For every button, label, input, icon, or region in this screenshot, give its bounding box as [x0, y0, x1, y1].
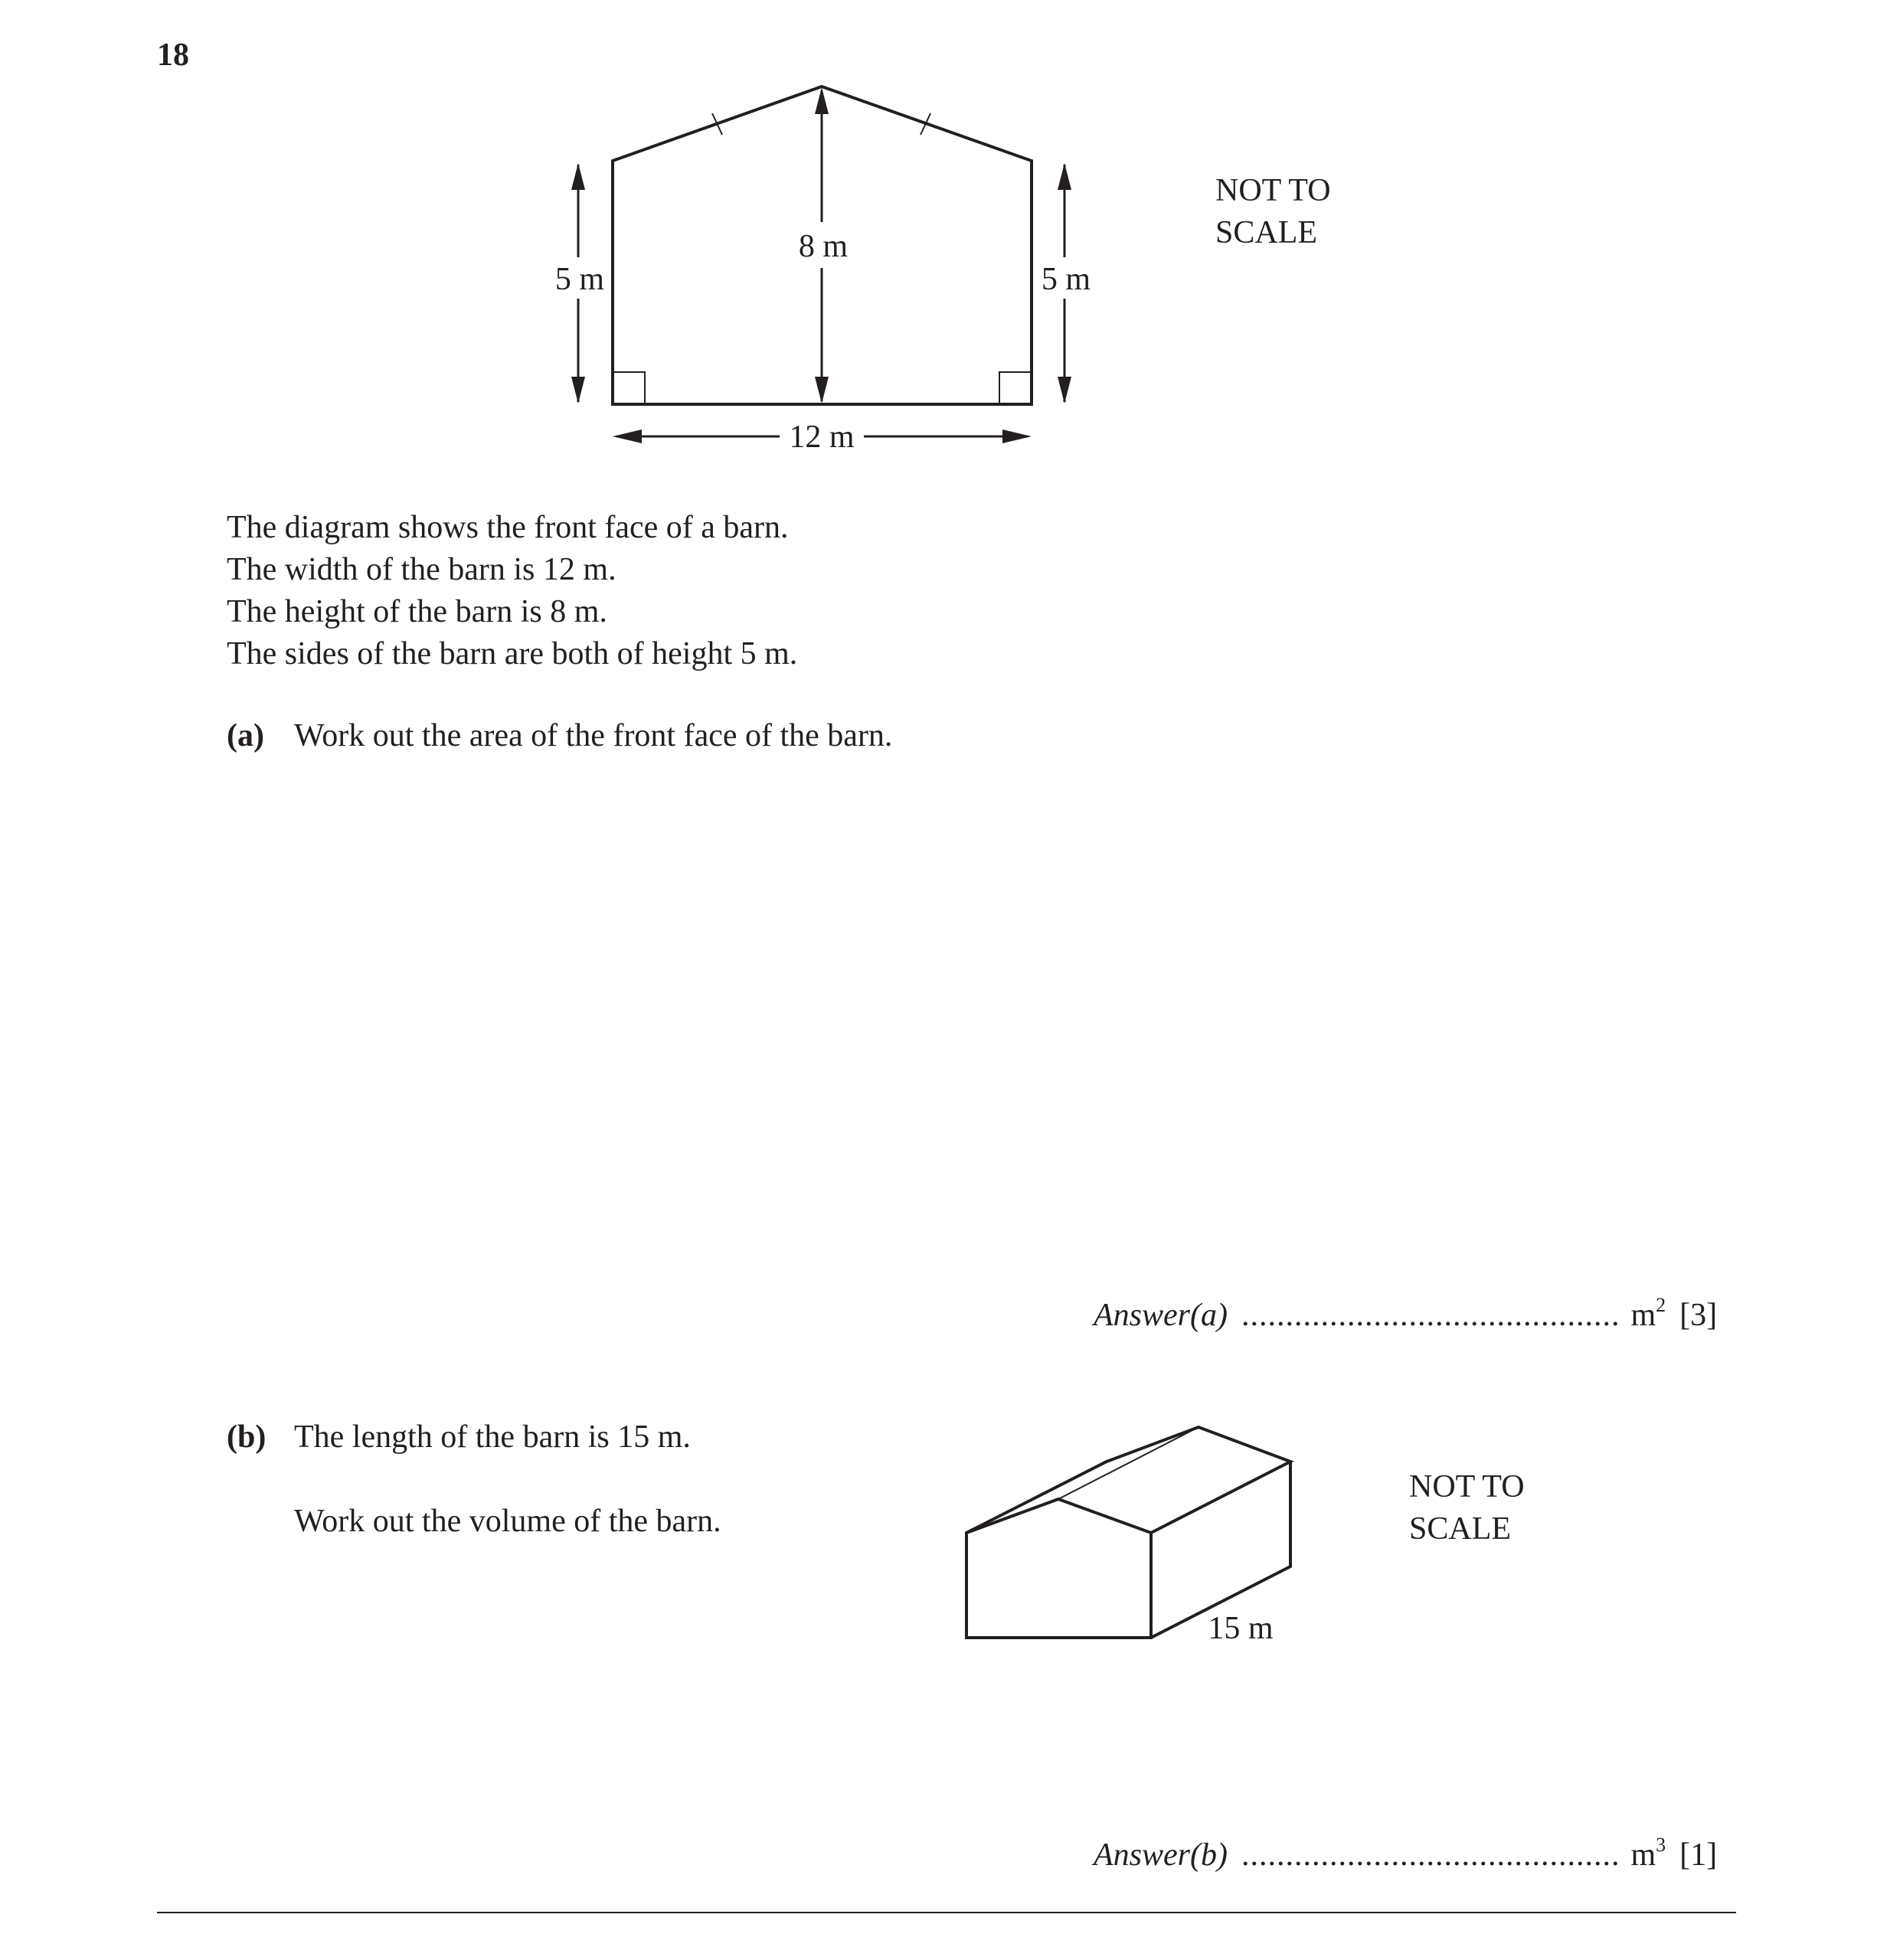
right-angle-left — [613, 372, 645, 404]
width-label: 12 m — [789, 420, 855, 455]
not-to-scale-note-1: NOT TO SCALE — [1215, 173, 1331, 250]
question-number: 18 — [157, 38, 189, 73]
answer-a-unit: $m^2$ — [1630, 1294, 1666, 1333]
answer-b-line — [1094, 1834, 1717, 1873]
part-b-text: The length of the barn is 15 m. — [294, 1419, 691, 1455]
answer-b-marks: [1] — [1679, 1838, 1718, 1873]
right-height-label: 5 m — [1041, 262, 1091, 297]
barn-3d-diagram — [0, 1378, 1900, 1684]
barn-3d-roof-ridge — [966, 1427, 1290, 1533]
answer-a-line — [1094, 1294, 1717, 1334]
part-b-instruction: Work out the volume of the barn. — [294, 1504, 721, 1539]
centre-height-label: 8 m — [798, 229, 849, 264]
part-b-label: (b) — [227, 1419, 267, 1455]
barn-front-diagram — [0, 0, 1900, 498]
footer-rule — [157, 1912, 1736, 1913]
barn-3d-roof-ridge-line — [1058, 1427, 1199, 1499]
left-height-label: 5 m — [554, 262, 605, 297]
not-to-scale-note-2: NOT TO SCALE — [1409, 1469, 1525, 1547]
answer-b-field[interactable]: ........................................... — [1241, 1838, 1620, 1873]
answer-a-marks: [3] — [1679, 1298, 1718, 1333]
answer-b-unit: $m^3$ — [1630, 1834, 1666, 1873]
answer-a-label: Answer(a) — [1094, 1298, 1228, 1333]
barn-length-label: 15 m — [1208, 1611, 1274, 1646]
right-angle-right — [999, 372, 1032, 404]
intro-text: The diagram shows the front face of a barn. The width of the barn is 12 m. The height of the barn is 8 m. The sides of the barn are both of height 5 m. — [227, 510, 798, 671]
answer-b-label: Answer(b) — [1094, 1838, 1228, 1873]
part-a-text: Work out the area of the front face of the barn. — [294, 718, 893, 753]
barn-3d-left-roof — [966, 1499, 1058, 1533]
part-a-question — [227, 715, 892, 757]
part-a-label: (a) — [227, 718, 264, 753]
answer-a-field[interactable]: ........................................... — [1241, 1298, 1620, 1333]
